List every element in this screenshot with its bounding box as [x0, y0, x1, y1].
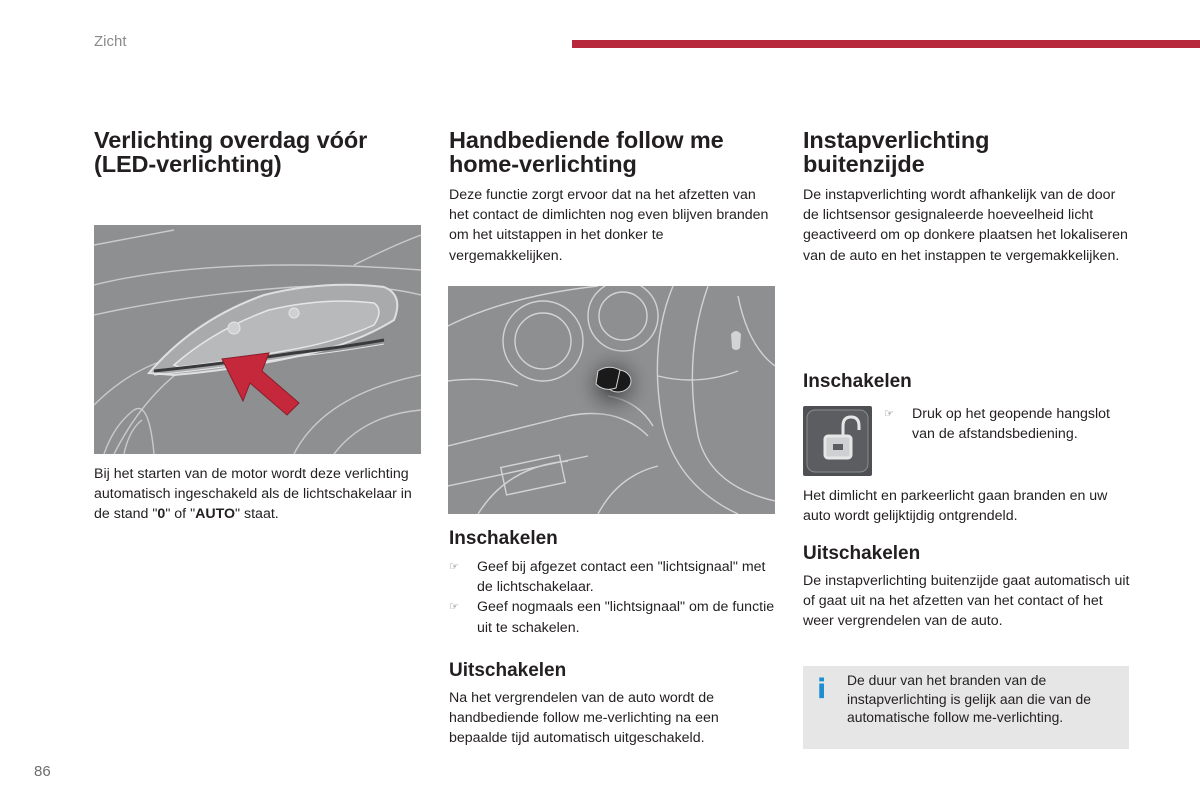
activate-steps [449, 557, 777, 638]
title-line-1: Instapverlichting [803, 127, 990, 153]
deactivate-heading: Uitschakelen [449, 660, 567, 681]
follow-me-home-deactivate [449, 660, 777, 749]
list-item: ☞ Geef bij afgezet contact een "lichtsignaal" met de lichtschakelaar. [449, 559, 766, 596]
welcome-activate-steps [884, 404, 1134, 444]
list-item: ☞ Geef nogmaals een "lichtsignaal" om de functie uit te schakelen. [449, 599, 775, 636]
column-exterior-welcome-lighting [803, 128, 1131, 266]
welcome-lighting-title [803, 128, 1131, 176]
deactivate-heading: Uitschakelen [803, 543, 921, 564]
follow-me-home-activate [449, 528, 777, 638]
deactivate-text: De instapverlichting buitenzijde gaat automatisch uit of gaat uit na het afzetten van het contact of het weer vergrendelen van de auto. [803, 573, 1130, 630]
pointing-hand-icon: ☞ [449, 601, 459, 614]
info-icon: i [817, 674, 827, 705]
peugeot-lion-icon [731, 331, 741, 350]
welcome-activate-result: Het dimlicht en parkeerlicht gaan branden en uw auto wordt gelijktijdig ontgrendeld. [803, 488, 1108, 525]
section-label: Zicht [94, 33, 127, 50]
deactivate-text: Na het vergrendelen van de auto wordt de handbediende follow me-verlichting na een bepaalde tijd automatisch uitgeschakeld. [449, 690, 719, 747]
title-line-1: Handbediende follow me [449, 127, 724, 153]
header-accent-bar [572, 40, 1200, 48]
lighting-stalk-illustration [448, 286, 775, 514]
info-note-box [803, 666, 1129, 749]
column-follow-me-home [449, 128, 777, 266]
led-headlight-illustration [94, 225, 421, 454]
pointing-hand-icon: ☞ [884, 408, 894, 420]
remote-unlock-button-illustration [803, 406, 872, 476]
daytime-lights-title [94, 128, 422, 176]
follow-me-home-intro: Deze functie zorgt ervoor dat na het afzetten van het contact de dimlichten nog even blijven branden om het uitstappen in het donker te vergemakkelijken. [449, 187, 769, 264]
title-line-2: home-verlichting [449, 151, 637, 177]
title-line-2: (LED-verlichting) [94, 151, 282, 177]
list-item: ☞ Druk op het geopende hangslot van de afstandsbediening. [884, 406, 1110, 443]
title-line-2: buitenzijde [803, 151, 925, 177]
welcome-lighting-intro: De instapverlichting wordt afhankelijk van de door de lichtsensor gesignaleerde hoeveelheid licht geactiveerd om op donkere plaatsen het lokaliseren van de auto en het instappen te vergemakkelijken. [803, 187, 1128, 264]
info-note-text: De duur van het branden van de instapverlichting is gelijk aan die van de automatische follow me-verlichting. [847, 672, 1092, 726]
activate-heading: Inschakelen [449, 528, 558, 549]
page-number: 86 [34, 763, 51, 780]
daytime-lights-text: Bij het starten van de motor wordt deze verlichting automatisch ingeschakeld als de lichtschakelaar in de stand "0" of "AUTO" staat. [94, 466, 412, 523]
welcome-deactivate [803, 543, 1131, 632]
follow-me-home-title [449, 128, 777, 176]
title-line-1: Verlichting overdag vóór [94, 127, 368, 153]
column-daytime-lights [94, 128, 422, 176]
welcome-activate-heading: Inschakelen [803, 371, 912, 392]
pointing-hand-icon: ☞ [449, 561, 459, 573]
